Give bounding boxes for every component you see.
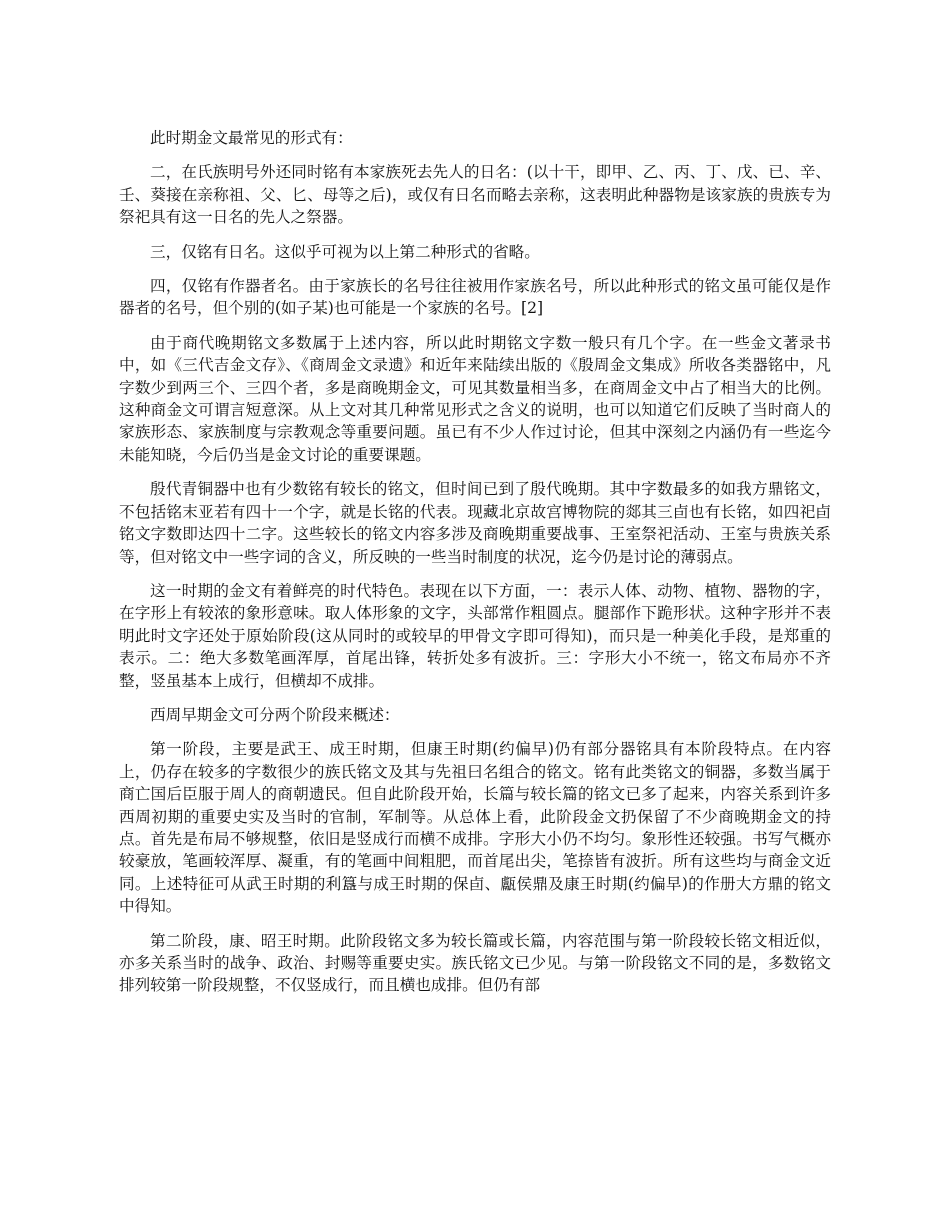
- paragraph-short-inscriptions: 由于商代晚期铭文多数属于上述内容，所以此时期铭文字数一般只有几个字。在一些金文著录书中，如《三代吉金文存》、《商周金文录遗》和近年来陆续出版的《殷周金文集成》所收各类器铭中，凡字数少到两三个、三四个者，多是商晚期金文，可见其数量相当多，在商周金文中占了相当大的比例。这种商金文可谓言短意深。从上文对其几种常见形式之含义的说明，也可以知道它们反映了当时商人的家族形态、家族制度与宗教观念等重要问题。虽已有不少人作过讨论，但其中深刻之内涵仍有一些迄今未能知晓，今后仍当是金文讨论的重要课题。: [119, 333, 831, 464]
- paragraph-stage-two: 第二阶段，康、昭王时期。此阶段铭文多为较长篇或长篇，内容范围与第一阶段较长铭文相近似，亦多关系当时的战争、政治、封赐等重要史实。族氏铭文已少见。与第一阶段铭文不同的是，多数铭文排列较第一阶段规整，不仅竖成行，而且横也成排。但仍有部: [119, 931, 831, 995]
- paragraph-long-inscriptions: 殷代青铜器中也有少数铭有较长的铭文，但时间已到了殷代晚期。其中字数最多的如我方鼎铭文，不包括铭末亚若有四十一个字，就是长铭的代表。现藏北京故宫博物院的郯其三卣也有长铭，如四祀卣铭文字数即达四十二字。这些较长的铭文内容多涉及商晚期重要战事、王室祭祀活动、王室与贵族关系等，但对铭文中一些字词的含义，所反映的一些当时制度的状况，迄今仍是讨论的薄弱点。: [119, 480, 831, 566]
- paragraph-period-features: 这一时期的金文有着鲜亮的时代特色。表现在以下方面，一：表示人体、动物、植物、器物的字，在字形上有较浓的象形意味。取人体形象的文字，头部常作粗圆点。腿部作下跪形状。这种字形并不表明此时文字还处于原始阶段(这从同时的或较早的甲骨文字即可得知)，而只是一种美化手段，是郑重的表示。二：绝大多数笔画浑厚，首尾出锋，转折处多有波折。三：字形大小不统一，铭文布局亦不齐整，竖虽基本上成行，但横却不成排。: [119, 581, 831, 690]
- document-page: [119, 127, 831, 1009]
- paragraph-form-two: 二，在氏族明号外还同时铭有本家族死去先人的日名：(以十干，即甲、乙、丙、丁、戊、已、辛、壬、葵接在亲称祖、父、匕、母等之后)，或仅有日名而略去亲称，这表明此种器物是该家族的贵族专为祭祀具有这一日名的先人之祭器。: [119, 163, 831, 227]
- paragraph-western-zhou-intro: 西周早期金文可分两个阶段来概述：: [150, 705, 400, 724]
- paragraph-form-three: 三，仅铭有日名。这似乎可视为以上第二种形式的省略。: [150, 242, 540, 261]
- paragraph-stage-one: 第一阶段，主要是武王、成王时期，但康王时期(约偏早)仍有部分器铭具有本阶段特点。在内容上，仍存在较多的字数很少的族氏铭文及其与先祖曰名组合的铭文。铭有此类铭文的铜器，多数当属于商亡国后臣服于周人的商朝遗民。但自此阶段开始，长篇与较长篇的铭文已多了起来，内容关系到许多西周初期的重要史实及当时的官制，军制等。从总体上看，此阶段金文扔保留了不少商晚期金文的持点。首先是布局不够规整，依旧是竖成行而横不成排。字形大小仍不均匀。象形性还较强。书写气概亦较豪放，笔画较浑厚、凝重，有的笔画中间粗肥，而首尾出尖，笔捺皆有波折。所有这些均与商金文近同。上述特征可从武王时期的利簋与成王时期的保卣、甗侯鼎及康王时期(约偏早)的作册大方鼎的铭文中得知。: [119, 740, 831, 916]
- paragraph-forms-intro: 此时期金文最常见的形式有：: [150, 129, 353, 147]
- paragraph-form-four: 四，仅铭有作器者名。由于家族长的名号往往被用作家族名号，所以此种形式的铭文虽可能仅是作器者的名号，但个别的(如子某)也可能是一个家族的名号。[2]: [119, 277, 831, 318]
